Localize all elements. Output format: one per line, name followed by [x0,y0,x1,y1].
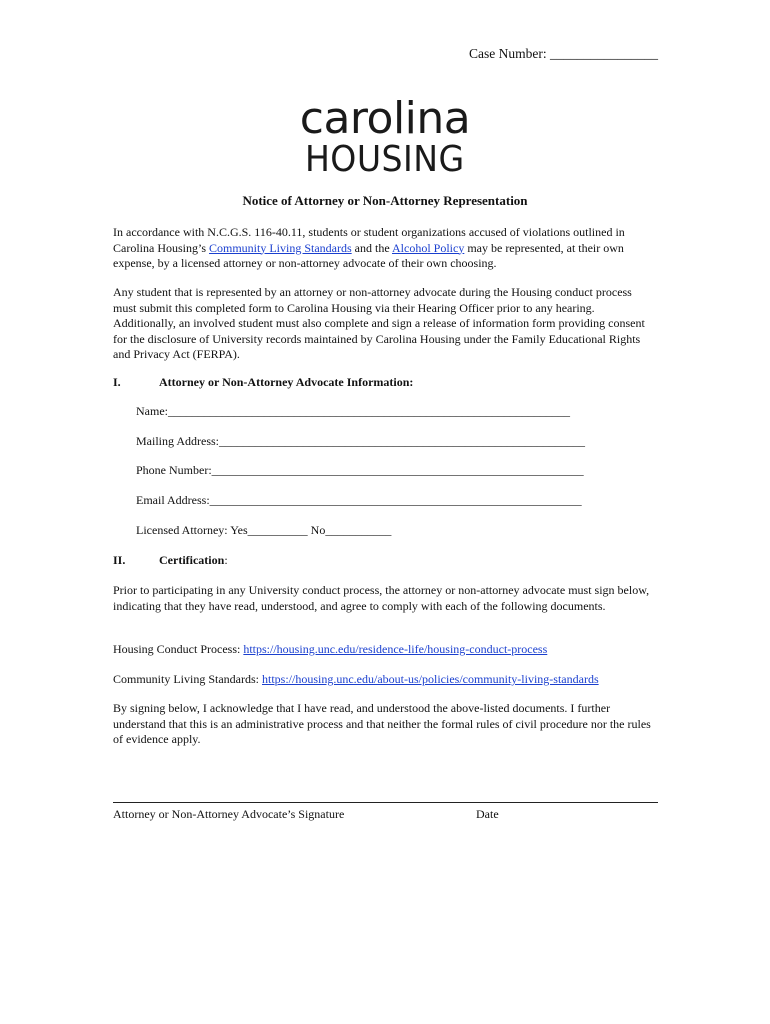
licensed-attorney-field[interactable]: Licensed Attorney: Yes__________ No___________ [136,523,392,537]
name-field[interactable]: Name:___________________________________________________________________ [136,404,570,418]
housing-conduct-process-line [113,642,653,658]
document-title: Notice of Attorney or Non-Attorney Representation [242,193,528,208]
section-advocate-info-heading [113,375,413,390]
section-heading-text: Certification [159,553,225,567]
logo-line-housing: HOUSING [305,139,465,180]
community-standards-url-link[interactable]: https://housing.unc.edu/about-us/policies/community-living-standards [262,672,599,686]
phone-number-field[interactable]: Phone Number:______________________________________________________________ [136,463,584,477]
community-standards-label: Community Living Standards: [113,672,262,686]
email-address-field[interactable]: Email Address:______________________________________________________________ [136,493,582,507]
case-number-field: Case Number: ________________ [469,46,658,61]
housing-conduct-process-link[interactable]: https://housing.unc.edu/residence-life/housing-conduct-process [243,642,548,656]
section-heading-colon: : [224,553,228,567]
alcohol-policy-link[interactable]: Alcohol Policy [392,240,465,255]
signature-line[interactable] [113,802,658,803]
intro-paragraph [113,225,653,272]
intro-text-start: In accordance with N.C.G.S. 116-40.11, students or student organizations accused of violations outlined in Carolina Housing’s [113,225,625,255]
community-living-standards-link[interactable]: Community Living Standards [209,240,352,255]
carolina-housing-logo [0,93,770,180]
intro-text-end: may be represented, at their own expense, by a licensed attorney or non-attorney advocate of their own choosing. [113,240,624,270]
housing-conduct-label: Housing Conduct Process: [113,642,244,656]
mailing-address-field[interactable]: Mailing Address:_____________________________________________________________ [136,434,585,448]
section-number: II. [113,553,126,567]
section-number: I. [113,375,121,389]
section-heading-text: Attorney or Non-Attorney Advocate Information: [159,375,414,389]
acknowledgement-paragraph: By signing below, I acknowledge that I have read, and understood the above-listed documents. I further understand that this is an administrative process and that neither the formal rules of civil procedure nor the rules of evidence apply. [113,701,651,746]
section-certification-heading [113,553,228,568]
date-label: Date [476,807,499,821]
logo-line-carolina: carolina [299,93,471,144]
representation-paragraph: Any student that is represented by an attorney or non-attorney advocate during the Housing conduct process must submit this completed form to Carolina Housing via their Hearing Officer prior to any hearing. Additionally, an involved student must also complete and sign a release of information form providing consent for the disclosure of University records maintained by Carolina Housing under the Family Educational Rights and Privacy Act (FERPA). [113,285,645,361]
signature-label: Attorney or Non-Attorney Advocate’s Signature [113,807,345,821]
community-standards-line [113,672,653,688]
certification-paragraph: Prior to participating in any University conduct process, the attorney or non-attorney advocate must sign below, indicating that they have read, understood, and agree to comply with each of the following documents. [113,583,650,613]
intro-text-middle: and the [351,240,392,255]
